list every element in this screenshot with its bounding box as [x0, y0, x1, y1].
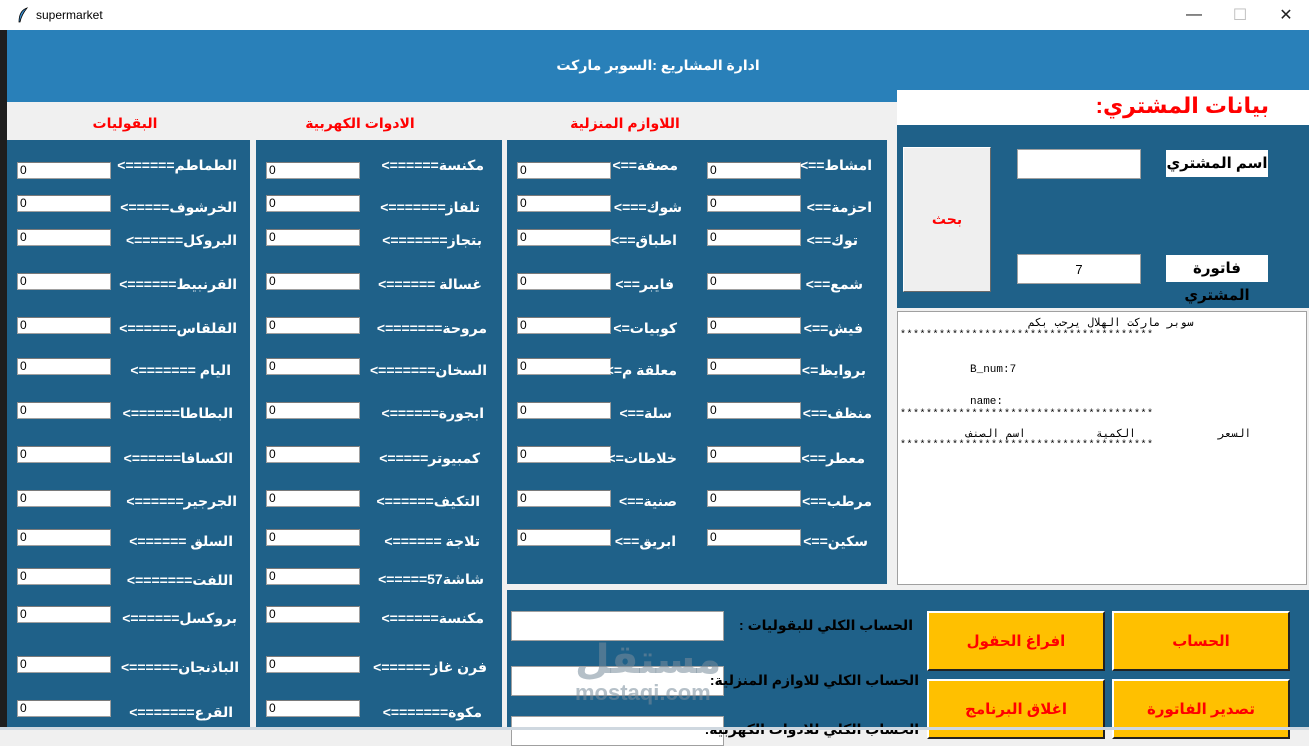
qty-plugs[interactable] — [707, 317, 801, 334]
vegetables-total-label: الحساب الكلي للبقوليات : — [739, 617, 913, 633]
bill-number-input[interactable] — [1017, 254, 1141, 284]
close-icon: ✕ — [1279, 7, 1293, 24]
qty-kettle[interactable] — [517, 529, 611, 546]
qty-tomato[interactable] — [17, 162, 111, 179]
qty-iron[interactable] — [266, 700, 360, 717]
qty-belts[interactable] — [707, 195, 801, 212]
receipt-col-qty: الكمية — [1096, 429, 1136, 441]
qty-computer[interactable] — [266, 446, 360, 463]
label-ac: التكيف======> — [376, 493, 480, 509]
export-invoice-button[interactable]: تصدير الفاتورة — [1112, 679, 1290, 739]
maximize-icon: ☐ — [1232, 7, 1248, 24]
label-computer: كمبيوتر=====> — [379, 450, 480, 466]
label-moisturizer: مرطب==> — [802, 493, 872, 509]
qty-arugula[interactable] — [17, 490, 111, 507]
qty-combs[interactable] — [707, 162, 801, 179]
label-stove: بتجاز=======> — [382, 232, 482, 248]
receipt-welcome: سوبر ماركت الهلال يرحب بكم — [1028, 318, 1194, 330]
window-titlebar — [0, 0, 1309, 31]
page-title: ادارة المشاريع :السوبر ماركت — [556, 57, 760, 73]
receipt-col-price: السعر — [1218, 429, 1252, 441]
label-cauliflower: القرنبيط======> — [119, 276, 237, 292]
electrical-title: الادوات الكهربية — [305, 115, 415, 131]
label-artichoke: الخرشوف=====> — [120, 199, 237, 215]
qty-fridge[interactable] — [266, 529, 360, 546]
qty-fan[interactable] — [266, 317, 360, 334]
customer-name-label: اسم المشتري — [1166, 150, 1268, 177]
customer-section-title: بيانات المشتري: — [1095, 93, 1269, 118]
label-air-freshener: معطر==> — [801, 450, 865, 466]
label-eggplant: الباذنجان======> — [121, 659, 239, 675]
search-button[interactable]: بحث — [903, 147, 991, 292]
qty-blenders[interactable] — [517, 446, 611, 463]
receipt-col-item: اسم الصنف — [966, 429, 1026, 441]
qty-vacuum-2[interactable] — [266, 606, 360, 623]
qty-cleaner[interactable] — [707, 402, 801, 419]
label-plugs: فيش==> — [803, 320, 863, 336]
label-turnip: اللفت=======> — [126, 572, 233, 588]
window-title: supermarket — [36, 8, 103, 22]
qty-yam[interactable] — [17, 358, 111, 375]
qty-washer[interactable] — [266, 273, 360, 290]
receipt-separator: *************************************** — [900, 330, 1154, 341]
vegetables-title: البقوليات — [92, 115, 158, 131]
qty-strainer[interactable] — [517, 162, 611, 179]
label-tomato: الطماطم======> — [117, 157, 237, 173]
label-chard: السلق ======> — [129, 533, 233, 549]
label-combs: امشاط==> — [799, 157, 872, 173]
label-gas-oven: فرن غاز======> — [373, 659, 487, 675]
qty-fragrances[interactable] — [707, 358, 801, 375]
customer-name-input[interactable] — [1017, 149, 1141, 179]
qty-candles[interactable] — [707, 273, 801, 290]
qty-chard[interactable] — [17, 529, 111, 546]
exit-button[interactable]: اغلاق البرنامج — [927, 679, 1105, 739]
label-fragrances: بروايظ=> — [801, 362, 866, 378]
qty-artichoke[interactable] — [17, 195, 111, 212]
qty-air-freshener[interactable] — [707, 446, 801, 463]
label-fan: مروحة=======> — [376, 320, 487, 336]
label-knife: سكين==> — [803, 533, 868, 549]
label-blenders: خلاطات=> — [607, 450, 677, 466]
minimize-icon: — — [1186, 6, 1202, 23]
qty-vacuum[interactable] — [266, 162, 360, 179]
receipt-customer-name: name: — [970, 396, 1004, 408]
qty-screen[interactable] — [266, 568, 360, 585]
maximize-button[interactable] — [1217, 0, 1263, 30]
label-screen: شاشة57=====> — [378, 571, 484, 587]
label-kettle: ابريق==> — [614, 533, 676, 549]
vegetables-total-input[interactable] — [511, 611, 724, 641]
close-button[interactable] — [1263, 0, 1309, 30]
qty-heater[interactable] — [266, 358, 360, 375]
qty-tray[interactable] — [517, 490, 611, 507]
label-washer: غسالة ======> — [378, 276, 482, 292]
receipt-separator: *************************************** — [900, 409, 1154, 420]
qty-broccoli[interactable] — [17, 229, 111, 246]
qty-plates[interactable] — [517, 229, 611, 246]
qty-moisturizer[interactable] — [707, 490, 801, 507]
calculate-button[interactable]: الحساب — [1112, 611, 1290, 671]
label-basket: سلة==> — [619, 405, 672, 421]
label-tray: صنية==> — [619, 493, 677, 509]
household-total-label: الحساب الكلي للاوازم المنزلية: — [709, 672, 919, 688]
qty-eggplant[interactable] — [17, 656, 111, 673]
feather-icon — [17, 7, 29, 23]
label-cleaner: منظف==> — [802, 405, 872, 421]
clear-fields-button[interactable]: افراغ الحقول — [927, 611, 1105, 671]
qty-potato[interactable] — [17, 402, 111, 419]
qty-cauliflower[interactable] — [17, 273, 111, 290]
bill-number-label: فاتورة المشتري — [1166, 255, 1268, 282]
qty-turnip[interactable] — [17, 568, 111, 585]
window-edge — [0, 30, 7, 730]
label-tv: تلفاز=======> — [380, 199, 480, 215]
label-vacuum: مكنسة======> — [381, 157, 484, 173]
label-heater: السخان=======> — [369, 362, 487, 378]
qty-ac[interactable] — [266, 490, 360, 507]
label-brussels: بروكسل======> — [122, 610, 237, 626]
qty-knife[interactable] — [707, 529, 801, 546]
qty-brussels[interactable] — [17, 606, 111, 623]
receipt-bill-number: B_num:7 — [970, 364, 1017, 376]
label-candles: شمع==> — [805, 276, 863, 292]
electrical-total-input[interactable] — [511, 716, 724, 746]
watermark-latin: mostaqi.com — [575, 680, 711, 705]
qty-forks[interactable] — [517, 195, 611, 212]
label-plates: اطباق==> — [610, 232, 677, 248]
label-broccoli: البروكل======> — [125, 232, 237, 248]
qty-clips[interactable] — [707, 229, 801, 246]
household-title: اللاوازم المنزلية — [570, 115, 680, 131]
receipt-textarea[interactable] — [897, 311, 1307, 585]
label-belts: احزمة==> — [806, 199, 872, 215]
label-cups: كوبيات=> — [613, 320, 677, 336]
label-cassava: الكسافا======> — [123, 450, 233, 466]
label-fiber: فايبر==> — [615, 276, 674, 292]
label-yam: اليام =======> — [130, 362, 231, 378]
label-iron: مكوة=======> — [382, 704, 482, 720]
receipt-separator: *************************************** — [900, 440, 1154, 451]
watermark-arabic: مستقل — [575, 638, 722, 682]
qty-tv[interactable] — [266, 195, 360, 212]
qty-pumpkin[interactable] — [17, 700, 111, 717]
label-pumpkin: القرع=======> — [129, 704, 233, 720]
minimize-button[interactable] — [1171, 0, 1217, 30]
label-lamp: ابجورة======> — [381, 405, 484, 421]
watermark — [575, 640, 721, 704]
qty-lamp[interactable] — [266, 402, 360, 419]
qty-gas-oven[interactable] — [266, 656, 360, 673]
label-spoons: معلقة م=> — [605, 362, 677, 378]
label-forks: شوك===> — [613, 199, 682, 215]
label-taro: القلقاس======> — [119, 320, 237, 336]
qty-basket[interactable] — [517, 402, 611, 419]
qty-stove[interactable] — [266, 229, 360, 246]
label-vacuum-2: مكنسة======> — [381, 610, 484, 626]
label-fridge: تلاجة ======> — [384, 533, 480, 549]
qty-fiber[interactable] — [517, 273, 611, 290]
qty-cassava[interactable] — [17, 446, 111, 463]
label-arugula: الجرجير======> — [126, 493, 237, 509]
qty-taro[interactable] — [17, 317, 111, 334]
label-clips: توك==> — [806, 232, 858, 248]
label-potato: البطاطا======> — [122, 405, 233, 421]
qty-spoons[interactable] — [517, 358, 611, 375]
qty-cups[interactable] — [517, 317, 611, 334]
label-strainer: مصفة==> — [612, 157, 678, 173]
